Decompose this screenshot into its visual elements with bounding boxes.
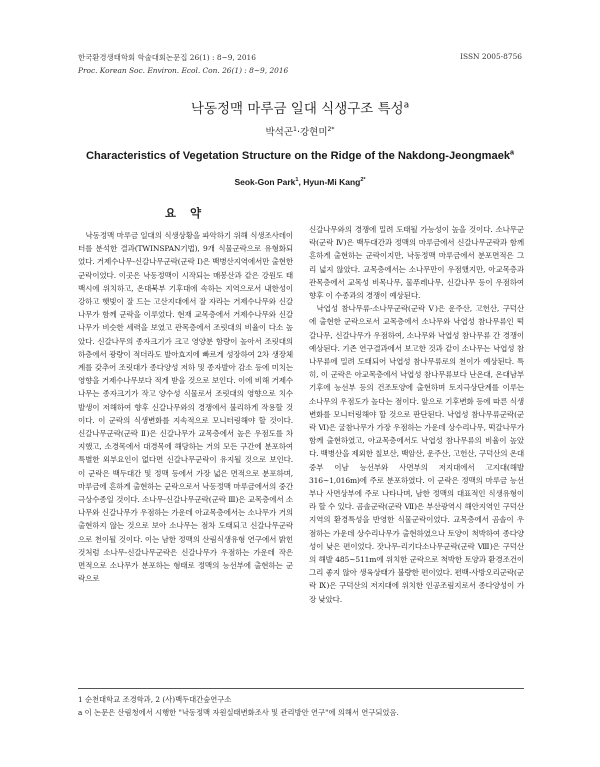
paper-title-english — [0, 147, 600, 162]
footnote-divider — [78, 688, 524, 689]
title-english-text: Characteristics of Vegetation Structure on the Ridge of the Nakdong-Jeongmaek — [85, 150, 511, 162]
author-en-separator: , — [298, 177, 304, 187]
title-korean-text: 낙동정맥 마루금 일대 식생구조 특성 — [190, 101, 404, 117]
title-english-superscript: a — [510, 147, 515, 157]
author-ko-2-affiliation: 2* — [327, 125, 335, 133]
journal-header-korean: 한국환경생태학회 학술대회논문집 26(1) : 8~9, 2016 — [78, 53, 256, 62]
authors-english — [0, 177, 600, 187]
author-en-1: Seok-Gon Park — [234, 177, 296, 187]
authors-korean — [0, 124, 600, 138]
right-column — [309, 223, 524, 606]
author-en-2-affiliation: 2* — [360, 177, 366, 184]
abstract-heading: 요 약 — [164, 206, 207, 220]
issn: ISSN 2005-8756 — [460, 52, 522, 61]
author-ko-separator: · — [296, 127, 300, 138]
title-korean-superscript: a — [403, 100, 410, 111]
author-ko-1-affiliation: 1 — [293, 125, 297, 133]
right-paragraph-2: 낙엽성 참나무류-소나무군락(군락 Ⅴ)은 운주산, 고헌산, 구덕산에 출현한 군락으로서 교목층에서 소나무와 낙엽성 참나무류인 떡갈나무, 신갈나무가 우점하여, 소나무와 낙엽성 참나무류 간 경쟁이 예상된다. 기존 연구결과에서 보고한 것과 같이 소나무는 낙엽성 참나무류에 밀려 도태되어 낙엽성 참나무류로의 천이가 예상된다. 특히, 이 군락은 아교목층에서 낙엽성 참나무류보다 난온대, 온대남부 기후에 능선부 등의 건조토양에 출현하며 토지극상단계를 이루는 소나무의 우점도가 높다는 점이다. 앞으로 기후변화 등에 따른 식생변화를 모니터링해야 할 것으로 판단된다. 낙엽성 참나무류군락(군락 Ⅵ)은 굴참나무가 가장 우점하는 가운데 상수리나무, 떡갈나무가 함께 출현하였고, 아교목층에서도 낙엽성 참나무류의 비율이 높았다. 백병산을 제외한 칠보산, 백암산, 운주산, 고헌산, 구덕산의 온대 중부 이남 능선부와 사면부의 저지대에서 고지대(해발 316~1,016m)에 주로 분포하였다. 이 군락은 정맥의 마루금 능선부나 사면상부에 주로 나타나며, 남한 정맥의 대표적인 식생유형이라 할 수 있다. 곰솔군락(군락 Ⅶ)은 부산광역시 해안지역인 구덕산지역의 환경특성을 반영한 식물군락이었다. 교목층에서 곰솔이 우점하는 가운데 상수리나무가 출현하였으나 토양이 척박하여 종다양성이 낮은 편이었다. 잣나무-리기다소나무군락(군락 Ⅷ)은 구덕산의 해발 485~511m에 위치한 군락으로 척박한 토양과 환경조건이 그리 좋지 않아 생육상태가 불량한 편이었다. 편백-사방오리군락(군락 Ⅸ)은 구덕산의 저지대에 위치한 인공조림지로서 종다양성이 가장 낮았다. — [309, 304, 524, 604]
footnote-affiliations: 1 순천대학교 조경학과, 2 (사)백두대간숲연구소 — [78, 695, 232, 704]
footnote-funding: a 이 논문은 산림청에서 시행한 "낙동정맥 자원실태변화조사 및 관리방안 연구"에 의해서 연구되었음. — [78, 708, 399, 717]
paper-title-korean — [0, 97, 600, 117]
abstract-paragraph: 낙동정맥 마루금 일대의 식생상황을 파악하기 위해 식생조사데이터를 분석한 결과(TWINSPAN기법), 9개 식물군락으로 유형화되었다. 거제수나무-신갈나무군락(군락 Ⅰ)은 백병산지역에서만 출현한 군락이었다. 이곳은 낙동정맥이 시작되는 매봉산과 같은 강원도 태백시에 위치하고, 온대북부 기후대에 속하는 지역으로서 내한성이 강하고 햇빛이 잘 드는 고산지대에서 잘 자라는 거제수나무와 신갈나무가 함께 군락을 이루었다. 현재 교목층에서 거제수나무와 신갈나무가 비슷한 세력을 보였고 관목층에서 조릿대의 비율이 다소 높았다. 신갈나무의 종자크기가 크고 영양분 함량이 높아서 조릿대의 하층에서 광량이 적더라도 발아효지에 빠르게 성장하여 2차 생장체계를 갖추어 조릿대가 종다양성 저하 및 종자발아 감소 등에 미치는 영향을 거제수나무보다 적게 받을 것으로 보인다. 이에 비해 거제수나무는 종자크기가 작고 양수성 식물로서 조릿대의 영향으로 치수발생이 저해하여 향후 신갈나무와의 경쟁에서 불리하게 작용할 것이다. 이 군락의 식생변화를 지속적으로 모니터링해야 할 것이다. 신갈나무군락(군락 Ⅱ)은 신갈나무가 교목층에서 높은 우점도를 차지했고, 소경목에서 대경목에 해당하는 거의 모든 구간에 분포하여 특별한 외부요인이 없다면 신갈나무군락이 유지될 것으로 보인다. 이 군락은 백두대간 및 정맥 등에서 가장 넓은 면적으로 분포하며, 마루금에 흔하게 출현하는 군락으로서 낙동정맥 마루금에서의 중간극상수종일 것이다. 소나무-신갈나무군락(군락 Ⅲ)은 교목층에서 소나무와 신갈나무가 우점하는 가운데 아교목층에서는 소나무가 거의 출현하지 않는 것으로 보아 소나무는 점차 도태되고 신갈나무군락으로 천이될 것이다. 이는 남한 정맥의 산림식생유형 연구에서 밝힌 것처럼 소나무-신갈나무군락은 신갈나무가 우점하는 가운데 작은 면적으로 소나무가 분포하는 형태로 정맥의 능선부에 출현하는 군락으로 — [78, 231, 293, 584]
author-ko-2: 강현미 — [299, 127, 328, 138]
author-en-2: Hyun-Mi Kang — [303, 177, 361, 187]
author-en-1-affiliation: 1 — [295, 177, 299, 184]
abstract-column — [78, 205, 293, 585]
journal-header-english: Proc. Korean Soc. Environ. Ecol. Con. 26(1) : 8~9, 2016 — [78, 66, 289, 75]
right-paragraph-1: 신갈나무와의 경쟁에 밀려 도태될 가능성이 높을 것이다. 소나무군락(군락 Ⅳ)은 백두대간과 정맥의 마루금에서 신갈나무군락과 함께 흔하게 출현하는 군락이지만, 낙동정맥 마루금에서 분포면적은 그리 넓지 않았다. 교목층에서는 소나무만이 우점했지만, 아교목층과 관목층에서 교목성 비목나무, 물푸레나무, 신갈나무 등이 우점하여 향후 이 수종과의 경쟁이 예상된다. — [309, 225, 524, 301]
author-ko-1: 박석곤 — [265, 127, 294, 138]
